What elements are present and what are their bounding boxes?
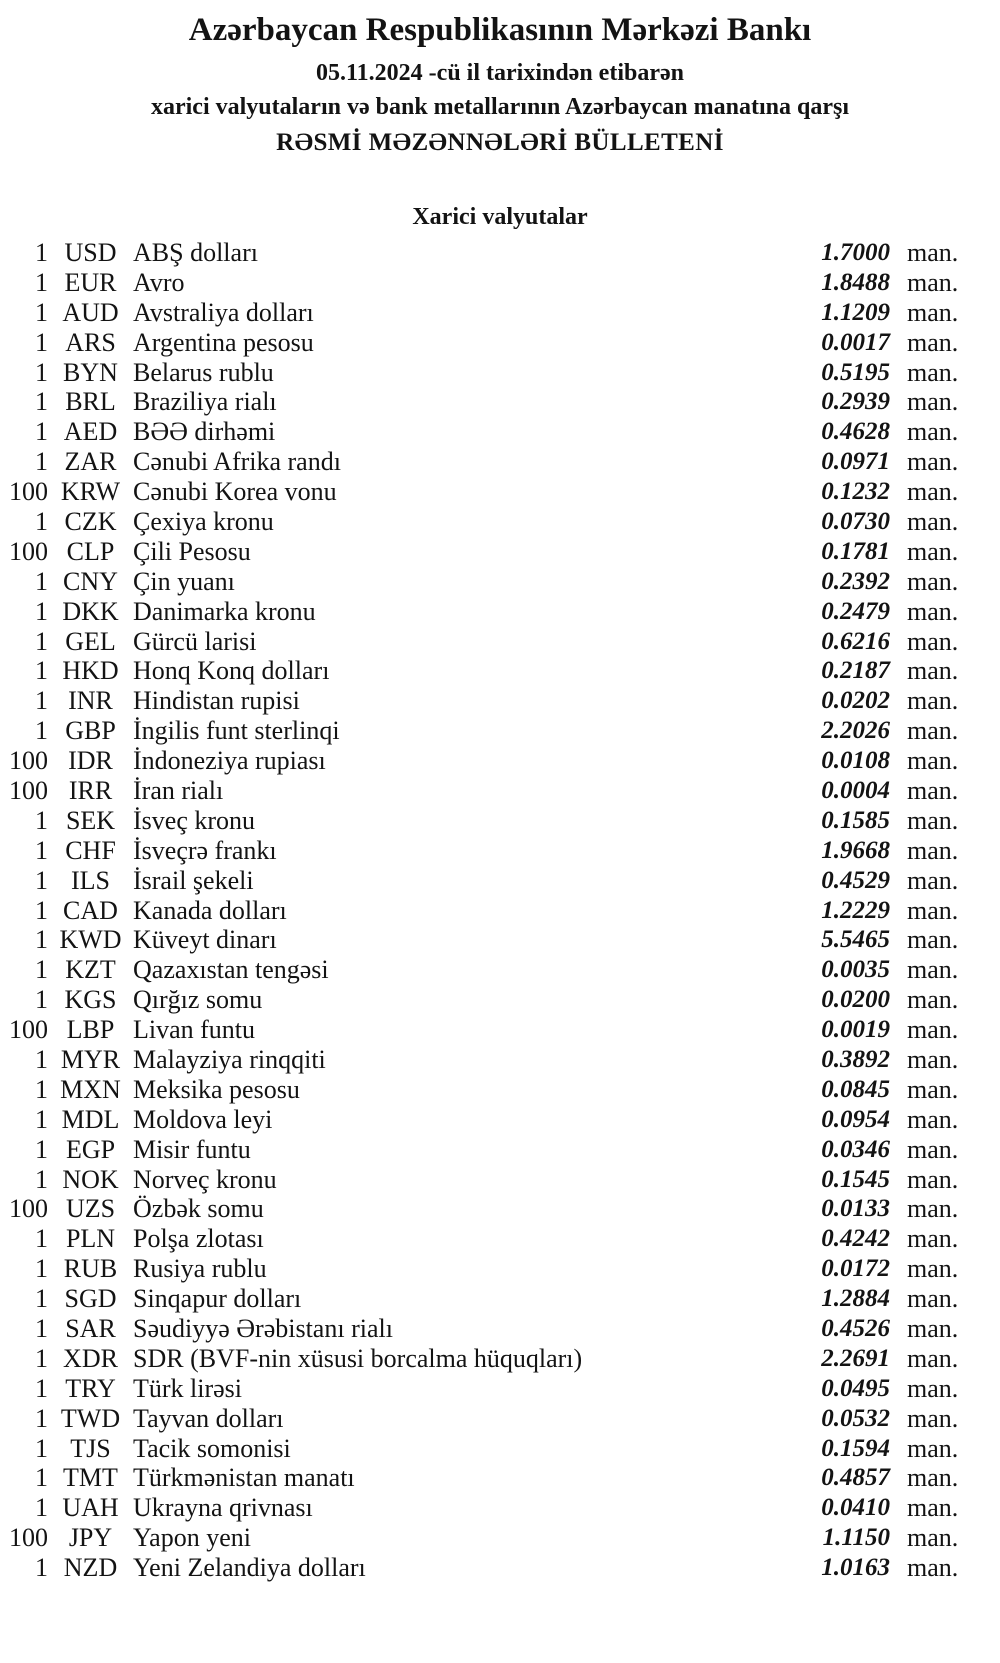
- rate-value-cell: 0.0108: [821, 747, 890, 775]
- currency-name-cell: Avro: [133, 267, 185, 297]
- quantity-cell: 100: [9, 1015, 48, 1045]
- currency-code-cell: ZAR: [64, 447, 117, 477]
- quantity-cell: 1: [35, 566, 48, 596]
- currency-code-cell: BYN: [63, 357, 118, 387]
- unit-cell: man.: [907, 1553, 959, 1583]
- unit-cell: man.: [907, 297, 959, 327]
- rate-value-cell: 0.0202: [821, 687, 890, 715]
- rate-row: [0, 1434, 965, 1464]
- quantity-cell: 1: [35, 1493, 48, 1523]
- currency-code-cell: SAR: [65, 1314, 116, 1344]
- unit-cell: man.: [907, 1343, 959, 1373]
- rate-row: [0, 238, 965, 268]
- rate-row: [0, 1374, 965, 1404]
- rate-row: [0, 1254, 965, 1284]
- currency-code-cell: KZT: [65, 955, 116, 985]
- currency-code-cell: CNY: [63, 566, 118, 596]
- currency-code-cell: MDL: [61, 1104, 120, 1134]
- currency-name-cell: İndoneziya rupiası: [133, 746, 326, 776]
- rate-row: [0, 417, 965, 447]
- rate-row: [0, 627, 965, 657]
- quantity-cell: 1: [35, 1463, 48, 1493]
- quantity-cell: 1: [35, 327, 48, 357]
- rate-value-cell: 0.2392: [821, 567, 890, 595]
- rate-row: [0, 477, 965, 507]
- quantity-cell: 1: [35, 1254, 48, 1284]
- section-title-foreign-currencies: Xarici valyutalar: [412, 203, 588, 230]
- rate-value-cell: 1.0163: [821, 1554, 890, 1582]
- unit-cell: man.: [907, 1373, 959, 1403]
- rate-row: [0, 507, 965, 537]
- rate-value-cell: 1.1209: [821, 298, 890, 326]
- rate-value-cell: 0.5195: [821, 358, 890, 386]
- currency-name-cell: Cənubi Korea vonu: [133, 477, 337, 507]
- currency-name-cell: Çin yuanı: [133, 566, 235, 596]
- rate-value-cell: 0.6216: [821, 627, 890, 655]
- currency-name-cell: Norveç kronu: [133, 1164, 277, 1194]
- currency-name-cell: Moldova leyi: [133, 1104, 273, 1134]
- unit-cell: man.: [907, 1134, 959, 1164]
- quantity-cell: 1: [35, 1553, 48, 1583]
- currency-name-cell: Yeni Zelandiya dolları: [133, 1553, 366, 1583]
- unit-cell: man.: [907, 656, 959, 686]
- currency-name-cell: Sinqapur dolları: [133, 1284, 302, 1314]
- currency-code-cell: USD: [64, 237, 117, 267]
- quantity-cell: 1: [35, 297, 48, 327]
- quantity-cell: 1: [35, 1284, 48, 1314]
- rate-value-cell: 0.0971: [821, 448, 890, 476]
- rate-value-cell: 2.2691: [821, 1344, 890, 1372]
- currency-name-cell: İsveç kronu: [133, 805, 256, 835]
- rate-row: [0, 537, 965, 567]
- rate-value-cell: 1.2229: [821, 896, 890, 924]
- quantity-cell: 100: [9, 775, 48, 805]
- unit-cell: man.: [907, 327, 959, 357]
- rate-value-cell: 0.4857: [821, 1464, 890, 1492]
- rate-row: [0, 1075, 965, 1105]
- rate-value-cell: 0.2939: [821, 388, 890, 416]
- currency-name-cell: SDR (BVF-nin xüsusi borcalma hüquqları): [133, 1343, 583, 1373]
- rate-value-cell: 5.5465: [821, 926, 890, 954]
- currency-name-cell: Meksika pesosu: [133, 1074, 300, 1104]
- currency-name-cell: Braziliya rialı: [133, 387, 277, 417]
- currency-code-cell: KWD: [59, 925, 122, 955]
- rate-row: [0, 597, 965, 627]
- unit-cell: man.: [907, 985, 959, 1015]
- bank-title: Azərbaycan Respublikasının Mərkəzi Bankı: [188, 12, 812, 48]
- rate-value-cell: 1.9668: [821, 836, 890, 864]
- currency-name-cell: Özbək somu: [133, 1194, 264, 1224]
- currency-name-cell: Türk lirəsi: [133, 1373, 243, 1403]
- rate-row: [0, 1194, 965, 1224]
- rate-row: [0, 1344, 965, 1374]
- currency-name-cell: Qazaxıstan tengəsi: [133, 955, 329, 985]
- rate-row: [0, 1314, 965, 1344]
- quantity-cell: 100: [9, 477, 48, 507]
- currency-code-cell: TRY: [65, 1373, 116, 1403]
- unit-cell: man.: [907, 357, 959, 387]
- bulletin-subtitle: xarici valyutaların və bank metallarının Azərbaycan manatına qarşı: [150, 93, 849, 120]
- rate-row: [0, 1135, 965, 1165]
- rate-row: [0, 1463, 965, 1493]
- rate-value-cell: 0.0954: [821, 1105, 890, 1133]
- currency-name-cell: Danimarka kronu: [133, 596, 316, 626]
- unit-cell: man.: [907, 566, 959, 596]
- quantity-cell: 1: [35, 1074, 48, 1104]
- currency-code-cell: TJS: [70, 1433, 111, 1463]
- currency-code-cell: LBP: [66, 1015, 115, 1045]
- currency-code-cell: AUD: [62, 297, 119, 327]
- unit-cell: man.: [907, 805, 959, 835]
- rate-value-cell: 0.0004: [821, 776, 890, 804]
- unit-cell: man.: [907, 1224, 959, 1254]
- rate-value-cell: 0.1232: [821, 478, 890, 506]
- rate-value-cell: 0.2479: [821, 597, 890, 625]
- currency-name-cell: Kanada dolları: [133, 895, 287, 925]
- currency-code-cell: BRL: [65, 387, 116, 417]
- unit-cell: man.: [907, 925, 959, 955]
- currency-code-cell: IDR: [68, 746, 113, 776]
- quantity-cell: 1: [35, 1373, 48, 1403]
- rate-row: [0, 1105, 965, 1135]
- currency-name-cell: İsveçrə frankı: [133, 835, 277, 865]
- rate-value-cell: 0.0017: [821, 328, 890, 356]
- currency-code-cell: CLP: [66, 536, 115, 566]
- quantity-cell: 1: [35, 1104, 48, 1134]
- rate-row: [0, 567, 965, 597]
- currency-name-cell: Türkmənistan manatı: [133, 1463, 355, 1493]
- currency-code-cell: CAD: [63, 895, 118, 925]
- currency-code-cell: UZS: [65, 1194, 116, 1224]
- rate-row: [0, 1523, 965, 1553]
- unit-cell: man.: [907, 387, 959, 417]
- rate-value-cell: 0.1594: [821, 1434, 890, 1462]
- rate-row: [0, 387, 965, 417]
- unit-cell: man.: [907, 417, 959, 447]
- currency-name-cell: Misir funtu: [133, 1134, 251, 1164]
- currency-code-cell: MXN: [60, 1074, 121, 1104]
- currency-code-cell: IRR: [68, 775, 113, 805]
- unit-cell: man.: [907, 1463, 959, 1493]
- rate-row: [0, 955, 965, 985]
- rate-value-cell: 0.0346: [821, 1135, 890, 1163]
- quantity-cell: 1: [35, 1314, 48, 1344]
- quantity-cell: 1: [35, 985, 48, 1015]
- unit-cell: man.: [907, 1433, 959, 1463]
- rate-value-cell: 0.0845: [821, 1075, 890, 1103]
- quantity-cell: 1: [35, 955, 48, 985]
- rate-row: [0, 656, 965, 686]
- currency-code-cell: HKD: [62, 656, 119, 686]
- currency-name-cell: Qırğız somu: [133, 985, 263, 1015]
- rate-row: [0, 686, 965, 716]
- quantity-cell: 1: [35, 626, 48, 656]
- unit-cell: man.: [907, 1284, 959, 1314]
- rate-row: [0, 1404, 965, 1434]
- rate-value-cell: 0.4628: [821, 418, 890, 446]
- unit-cell: man.: [907, 1015, 959, 1045]
- rate-row: [0, 358, 965, 388]
- rate-row: [0, 1493, 965, 1523]
- quantity-cell: 1: [35, 267, 48, 297]
- rate-value-cell: 0.0035: [821, 956, 890, 984]
- quantity-cell: 1: [35, 417, 48, 447]
- rate-value-cell: 0.1781: [821, 537, 890, 565]
- currency-name-cell: Tacik somonisi: [133, 1433, 291, 1463]
- currency-code-cell: ILS: [71, 865, 110, 895]
- rate-row: [0, 1284, 965, 1314]
- rates-table: [0, 238, 965, 1583]
- rate-row: [0, 925, 965, 955]
- rate-value-cell: 1.1150: [822, 1524, 890, 1552]
- effective-date-line: 05.11.2024 -cü il tarixindən etibarən: [316, 59, 684, 86]
- quantity-cell: 1: [35, 686, 48, 716]
- rate-row: [0, 268, 965, 298]
- quantity-cell: 1: [35, 357, 48, 387]
- quantity-cell: 1: [35, 596, 48, 626]
- rate-value-cell: 0.0019: [821, 1016, 890, 1044]
- rate-row: [0, 985, 965, 1015]
- unit-cell: man.: [907, 835, 959, 865]
- quantity-cell: 100: [9, 1194, 48, 1224]
- currency-name-cell: Argentina pesosu: [133, 327, 314, 357]
- currency-name-cell: ABŞ dolları: [133, 237, 258, 267]
- quantity-cell: 1: [35, 1045, 48, 1074]
- unit-cell: man.: [907, 267, 959, 297]
- currency-name-cell: Livan funtu: [133, 1015, 256, 1045]
- currency-name-cell: Belarus rublu: [133, 357, 274, 387]
- currency-code-cell: PLN: [65, 1224, 116, 1254]
- unit-cell: man.: [907, 1194, 959, 1224]
- currency-name-cell: Səudiyyə Ərəbistanı rialı: [133, 1314, 393, 1344]
- rate-value-cell: 0.0495: [821, 1374, 890, 1402]
- rate-row: [0, 746, 965, 776]
- currency-code-cell: MYR: [60, 1045, 121, 1074]
- currency-name-cell: İngilis funt sterlinqi: [133, 716, 340, 746]
- rate-row: [0, 836, 965, 866]
- quantity-cell: 1: [35, 447, 48, 477]
- currency-code-cell: CZK: [64, 506, 117, 536]
- rate-value-cell: 0.0200: [821, 986, 890, 1014]
- unit-cell: man.: [907, 775, 959, 805]
- currency-code-cell: EUR: [64, 267, 117, 297]
- currency-code-cell: TMT: [63, 1463, 118, 1493]
- currency-code-cell: XDR: [63, 1343, 118, 1373]
- currency-name-cell: Ukrayna qrivnası: [133, 1493, 313, 1523]
- rate-value-cell: 0.4529: [821, 866, 890, 894]
- currency-code-cell: GEL: [65, 626, 116, 656]
- rate-row: [0, 896, 965, 926]
- currency-name-cell: Çili Pesosu: [133, 536, 251, 566]
- quantity-cell: 1: [35, 805, 48, 835]
- unit-cell: man.: [907, 477, 959, 507]
- quantity-cell: 1: [35, 1134, 48, 1164]
- unit-cell: man.: [907, 237, 959, 267]
- rate-row: [0, 1015, 965, 1045]
- rate-value-cell: 0.0730: [821, 507, 890, 535]
- unit-cell: man.: [907, 1493, 959, 1523]
- currency-code-cell: AED: [63, 417, 118, 447]
- quantity-cell: 1: [35, 1224, 48, 1254]
- currency-code-cell: GBP: [65, 716, 116, 746]
- quantity-cell: 100: [9, 746, 48, 776]
- currency-code-cell: SGD: [64, 1284, 117, 1314]
- quantity-cell: 1: [35, 1403, 48, 1433]
- currency-code-cell: DKK: [62, 596, 119, 626]
- currency-code-cell: INR: [68, 686, 113, 716]
- currency-code-cell: CHF: [65, 835, 116, 865]
- unit-cell: man.: [907, 1314, 959, 1344]
- rate-row: [0, 1224, 965, 1254]
- quantity-cell: 1: [35, 835, 48, 865]
- quantity-cell: 1: [35, 716, 48, 746]
- unit-cell: man.: [907, 536, 959, 566]
- unit-cell: man.: [907, 746, 959, 776]
- unit-cell: man.: [907, 716, 959, 746]
- rate-value-cell: 0.0410: [821, 1494, 890, 1522]
- rate-row: [0, 776, 965, 806]
- quantity-cell: 1: [35, 895, 48, 925]
- rate-row: [0, 1045, 965, 1075]
- currency-code-cell: JPY: [68, 1523, 113, 1553]
- currency-code-cell: EGP: [65, 1134, 116, 1164]
- rate-value-cell: 1.2884: [821, 1285, 890, 1313]
- unit-cell: man.: [907, 1104, 959, 1134]
- unit-cell: man.: [907, 895, 959, 925]
- currency-name-cell: BƏƏ dirhəmi: [133, 417, 276, 447]
- quantity-cell: 1: [35, 506, 48, 536]
- rate-value-cell: 0.1545: [821, 1165, 890, 1193]
- rate-value-cell: 0.0532: [821, 1404, 890, 1432]
- unit-cell: man.: [907, 506, 959, 536]
- rate-value-cell: 0.0133: [821, 1195, 890, 1223]
- quantity-cell: 100: [9, 1523, 48, 1553]
- quantity-cell: 1: [35, 1433, 48, 1463]
- currency-code-cell: SEK: [65, 805, 116, 835]
- quantity-cell: 1: [35, 865, 48, 895]
- rate-value-cell: 2.2026: [821, 717, 890, 745]
- currency-name-cell: Malayziya rinqqiti: [133, 1045, 326, 1074]
- unit-cell: man.: [907, 955, 959, 985]
- unit-cell: man.: [907, 596, 959, 626]
- currency-code-cell: RUB: [63, 1254, 118, 1284]
- currency-code-cell: ARS: [65, 327, 116, 357]
- rate-row: [0, 328, 965, 358]
- unit-cell: man.: [907, 1074, 959, 1104]
- rate-row: [0, 1165, 965, 1195]
- currency-name-cell: Polşa zlotası: [133, 1224, 264, 1254]
- currency-name-cell: Rusiya rublu: [133, 1254, 267, 1284]
- unit-cell: man.: [907, 626, 959, 656]
- rate-row: [0, 1553, 965, 1583]
- rate-value-cell: 0.1585: [821, 806, 890, 834]
- quantity-cell: 1: [35, 1164, 48, 1194]
- currency-code-cell: KGS: [64, 985, 117, 1015]
- currency-code-cell: UAH: [62, 1493, 119, 1523]
- rate-value-cell: 1.8488: [821, 268, 890, 296]
- rate-row: [0, 866, 965, 896]
- currency-name-cell: Yapon yeni: [133, 1523, 251, 1553]
- currency-name-cell: Çexiya kronu: [133, 506, 274, 536]
- unit-cell: man.: [907, 1045, 959, 1074]
- currency-name-cell: Avstraliya dolları: [133, 297, 314, 327]
- quantity-cell: 1: [35, 387, 48, 417]
- currency-code-cell: NZD: [63, 1553, 118, 1583]
- rate-value-cell: 0.3892: [821, 1046, 890, 1073]
- unit-cell: man.: [907, 1523, 959, 1553]
- quantity-cell: 1: [35, 925, 48, 955]
- currency-name-cell: Gürcü larisi: [133, 626, 257, 656]
- rate-value-cell: 0.0172: [821, 1255, 890, 1283]
- rate-value-cell: 0.2187: [821, 657, 890, 685]
- currency-name-cell: İsrail şekeli: [133, 865, 254, 895]
- rate-value-cell: 0.4242: [821, 1225, 890, 1253]
- currency-name-cell: İran rialı: [133, 775, 224, 805]
- quantity-cell: 1: [35, 237, 48, 267]
- unit-cell: man.: [907, 865, 959, 895]
- rate-value-cell: 0.4526: [821, 1315, 890, 1343]
- unit-cell: man.: [907, 1164, 959, 1194]
- currency-code-cell: NOK: [62, 1164, 119, 1194]
- quantity-cell: 1: [35, 1343, 48, 1373]
- unit-cell: man.: [907, 447, 959, 477]
- rate-row: [0, 806, 965, 836]
- quantity-cell: 1: [35, 656, 48, 686]
- currency-name-cell: Cənubi Afrika randı: [133, 447, 341, 477]
- unit-cell: man.: [907, 1254, 959, 1284]
- currency-name-cell: Tayvan dolları: [133, 1403, 284, 1433]
- currency-name-cell: Küveyt dinarı: [133, 925, 277, 955]
- unit-cell: man.: [907, 1403, 959, 1433]
- rate-row: [0, 447, 965, 477]
- rate-value-cell: 1.7000: [821, 238, 890, 266]
- currency-code-cell: TWD: [60, 1403, 121, 1433]
- currency-name-cell: Honq Konq dolları: [133, 656, 330, 686]
- bulletin-title: RƏSMİ MƏZƏNNƏLƏRİ BÜLLETENİ: [276, 128, 724, 156]
- currency-name-cell: Hindistan rupisi: [133, 686, 300, 716]
- rate-row: [0, 298, 965, 328]
- quantity-cell: 100: [9, 536, 48, 566]
- rate-row: [0, 716, 965, 746]
- currency-code-cell: KRW: [60, 477, 121, 507]
- unit-cell: man.: [907, 686, 959, 716]
